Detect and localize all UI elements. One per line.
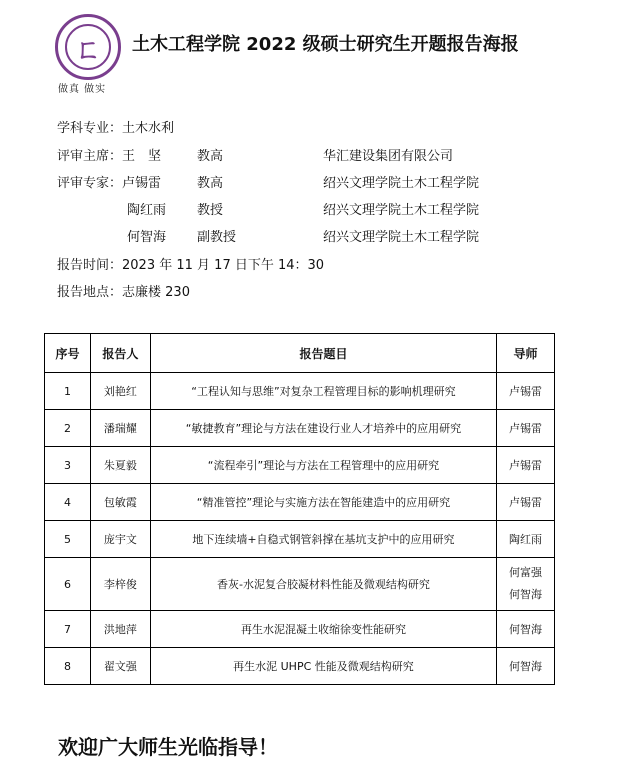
row-advisors	[497, 558, 555, 611]
table-row	[45, 558, 555, 611]
place-line	[57, 285, 190, 301]
table-row	[45, 447, 555, 484]
row-advisor: 卢锡雷	[497, 484, 555, 521]
expert-name: 何智海	[127, 230, 167, 245]
table-header-row	[45, 334, 555, 373]
row-index: 2	[45, 410, 91, 447]
row-index: 7	[45, 611, 91, 648]
chair-name: 王 坚	[122, 149, 162, 164]
row-reporter: 潘瑞耀	[90, 410, 150, 447]
header-reporter: 报告人	[90, 334, 150, 373]
chair-label: 评审主席：	[57, 149, 123, 164]
place-value: 志廉楼 230	[122, 285, 190, 300]
row-index: 6	[45, 558, 91, 611]
row-advisor: 卢锡雷	[497, 410, 555, 447]
row-topic: 地下连续墙+自稳式钢管斜撑在基坑支护中的应用研究	[150, 521, 496, 558]
row-reporter: 刘艳红	[90, 373, 150, 410]
table-row	[45, 521, 555, 558]
header-index: 序号	[45, 334, 91, 373]
row-reporter: 李梓俊	[90, 558, 150, 611]
row-topic: “流程牵引”理论与方法在工程管理中的应用研究	[150, 447, 496, 484]
expert-title: 教高	[197, 176, 224, 191]
row-advisor: 何智海	[497, 648, 555, 685]
expert-line-1	[57, 176, 480, 192]
row-reporter: 朱夏毅	[90, 447, 150, 484]
row-advisor: 何富强	[509, 566, 543, 579]
row-index: 4	[45, 484, 91, 521]
row-topic: “工程认知与思维”对复杂工程管理目标的影响机理研究	[150, 373, 496, 410]
row-index: 3	[45, 447, 91, 484]
row-topic: “敏捷教育”理论与方法在建设行业人才培养中的应用研究	[150, 410, 496, 447]
row-advisor: 卢锡雷	[497, 447, 555, 484]
row-advisor: 何智海	[509, 588, 543, 601]
chair-org: 华汇建设集团有限公司	[323, 149, 454, 164]
place-label: 报告地点：	[57, 285, 123, 300]
table-row	[45, 611, 555, 648]
table-row	[45, 410, 555, 447]
major-line	[57, 121, 174, 137]
chair-line	[57, 149, 454, 165]
header-advisor: 导师	[497, 334, 555, 373]
row-topic: 再生水泥混凝土收缩徐变性能研究	[150, 611, 496, 648]
expert-title: 教授	[197, 203, 224, 218]
row-index: 8	[45, 648, 91, 685]
table-row	[45, 484, 555, 521]
row-reporter: 洪地萍	[90, 611, 150, 648]
row-topic: “精准管控”理论与实施方法在智能建造中的应用研究	[150, 484, 496, 521]
table-row	[45, 373, 555, 410]
row-reporter: 庞宇文	[90, 521, 150, 558]
university-seal-icon	[55, 14, 121, 80]
time-label: 报告时间：	[57, 258, 123, 273]
motto: 做真 做实	[58, 84, 107, 95]
major-value: 土木水利	[122, 121, 175, 136]
expert-name: 卢锡雷	[122, 176, 162, 191]
expert-org: 绍兴文理学院土木工程学院	[323, 176, 480, 191]
row-advisor: 陶红雨	[497, 521, 555, 558]
row-index: 5	[45, 521, 91, 558]
schedule-table	[44, 333, 555, 685]
welcome-message: 欢迎广大师生光临指导！	[58, 735, 278, 759]
expert-org: 绍兴文理学院土木工程学院	[323, 230, 480, 245]
seal-glyph: ㄈ	[74, 34, 101, 65]
page-title: 土木工程学院 2022 级硕士研究生开题报告海报	[132, 34, 519, 55]
row-reporter: 翟文强	[90, 648, 150, 685]
time-line	[57, 258, 324, 274]
time-value: 2023 年 11 月 17 日下午 14：30	[122, 258, 325, 273]
chair-title: 教高	[197, 149, 224, 164]
experts-label: 评审专家：	[57, 176, 123, 191]
row-index: 1	[45, 373, 91, 410]
seal-inner-ring	[65, 24, 111, 70]
row-topic: 再生水泥 UHPC 性能及微观结构研究	[150, 648, 496, 685]
major-label: 学科专业：	[57, 121, 123, 136]
expert-org: 绍兴文理学院土木工程学院	[323, 203, 480, 218]
expert-name: 陶红雨	[127, 203, 167, 218]
row-reporter: 包敏霞	[90, 484, 150, 521]
table-row	[45, 648, 555, 685]
expert-title: 副教授	[197, 230, 237, 245]
row-advisor: 何智海	[497, 611, 555, 648]
header-topic: 报告题目	[150, 334, 496, 373]
row-topic: 香灰-水泥复合胶凝材料性能及微观结构研究	[150, 558, 496, 611]
row-advisor: 卢锡雷	[497, 373, 555, 410]
